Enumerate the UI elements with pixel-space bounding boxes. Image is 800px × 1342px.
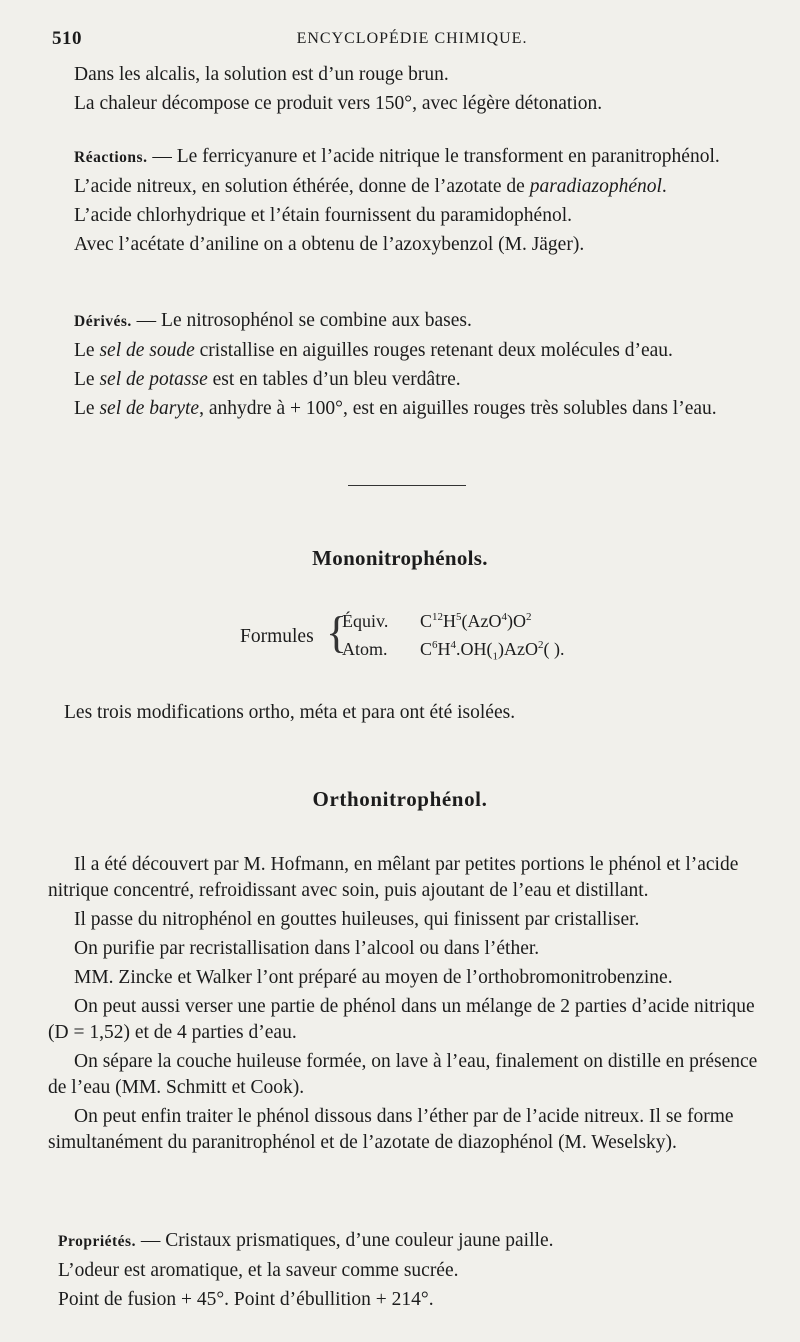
paragraph: La chaleur décompose ce produit vers 150°, avec légère détonation.	[74, 93, 603, 114]
section-title: Mononitrophénols.	[312, 546, 488, 570]
paragraph: On peut enfin traiter le phénol dissous dans l’éther par de l’acide nitreux. Il se forme simultanément du paranitrophénol et de l’azotate de diazophénol (M. Weselsky).	[48, 1106, 734, 1153]
formula-atom: Atom. $C^6H^4.OH(_1)AzO^2$( ).	[342, 639, 565, 663]
paragraph: Le sel de baryte, anhydre à + 100°, est en aiguilles rouges très solubles dans l’eau.	[74, 398, 717, 419]
paragraph: MM. Zincke et Walker l’ont préparé au moyen de l’orthobromonitrobenzine.	[74, 967, 673, 988]
paragraph: L’odeur est aromatique, et la saveur comme sucrée.	[58, 1260, 459, 1281]
running-title: ENCYCLOPÉDIE CHIMIQUE.	[296, 30, 528, 47]
reactions-section	[48, 144, 778, 258]
derives-section	[48, 308, 778, 422]
brace-glyph: {	[326, 608, 348, 657]
section-label: Propriétés.	[58, 1233, 136, 1250]
mononitro-section	[48, 700, 778, 726]
section-title: Orthonitrophénol.	[312, 787, 488, 811]
ortho-section	[48, 852, 778, 1156]
section-label: Dérivés.	[74, 313, 132, 330]
paragraph: Le sel de potasse est en tables d’un bleu verdâtre.	[74, 369, 461, 390]
section-divider	[348, 485, 466, 486]
paragraph: Le sel de soude cristallise en aiguilles rouges retenant deux molécules d’eau.	[74, 340, 673, 361]
paragraph: Il passe du nitrophénol en gouttes huileuses, qui finissent par cristalliser.	[74, 909, 640, 930]
paragraph: L’acide chlorhydrique et l’étain fournissent du paramidophénol.	[74, 205, 573, 226]
paragraph: L’acide nitreux, en solution éthérée, donne de l’azotate de paradiazophénol.	[74, 176, 667, 197]
paragraph: Dans les alcalis, la solution est d’un rouge brun.	[74, 64, 449, 85]
intro-section	[48, 62, 778, 117]
paragraph: Propriétés. — Cristaux prismatiques, d’une couleur jaune paille.	[58, 1230, 554, 1251]
proprietes-section	[48, 1228, 778, 1313]
paragraph: On purifie par recristallisation dans l’alcool ou dans l’éther.	[74, 938, 540, 959]
paragraph: On peut aussi verser une partie de phénol dans un mélange de 2 parties d’acide nitrique (D = 1,52) et de 4 parties d’eau.	[48, 996, 755, 1043]
section-label: Réactions.	[74, 149, 148, 166]
paragraph: Point de fusion + 45°. Point d’ébullition + 214°.	[58, 1289, 434, 1310]
formula-equiv: Équiv. $C^{12}H^5(AzO^4)O^2$	[342, 611, 532, 631]
paragraph: Avec l’acétate d’aniline on a obtenu de l’azoxybenzol (M. Jäger).	[74, 234, 585, 255]
paragraph: Les trois modifications ortho, méta et para ont été isolées.	[64, 702, 516, 723]
paragraph: Réactions. — Le ferricyanure et l’acide nitrique le transforment en paranitrophénol.	[74, 146, 720, 167]
page-number: 510	[52, 28, 82, 49]
paragraph: On sépare la couche huileuse formée, on lave à l’eau, finalement on distille en présence de l’eau (MM. Schmitt et Cook).	[48, 1051, 758, 1098]
page-header	[52, 28, 772, 52]
paragraph: Dérivés. — Le nitrosophénol se combine aux bases.	[74, 310, 472, 331]
paragraph: Il a été découvert par M. Hofmann, en mêlant par petites portions le phénol et l’acide nitrique concentré, refroidissant avec soin, puis ajoutant de l’eau et distillant.	[48, 854, 739, 901]
formula-label: Formules	[240, 626, 314, 647]
